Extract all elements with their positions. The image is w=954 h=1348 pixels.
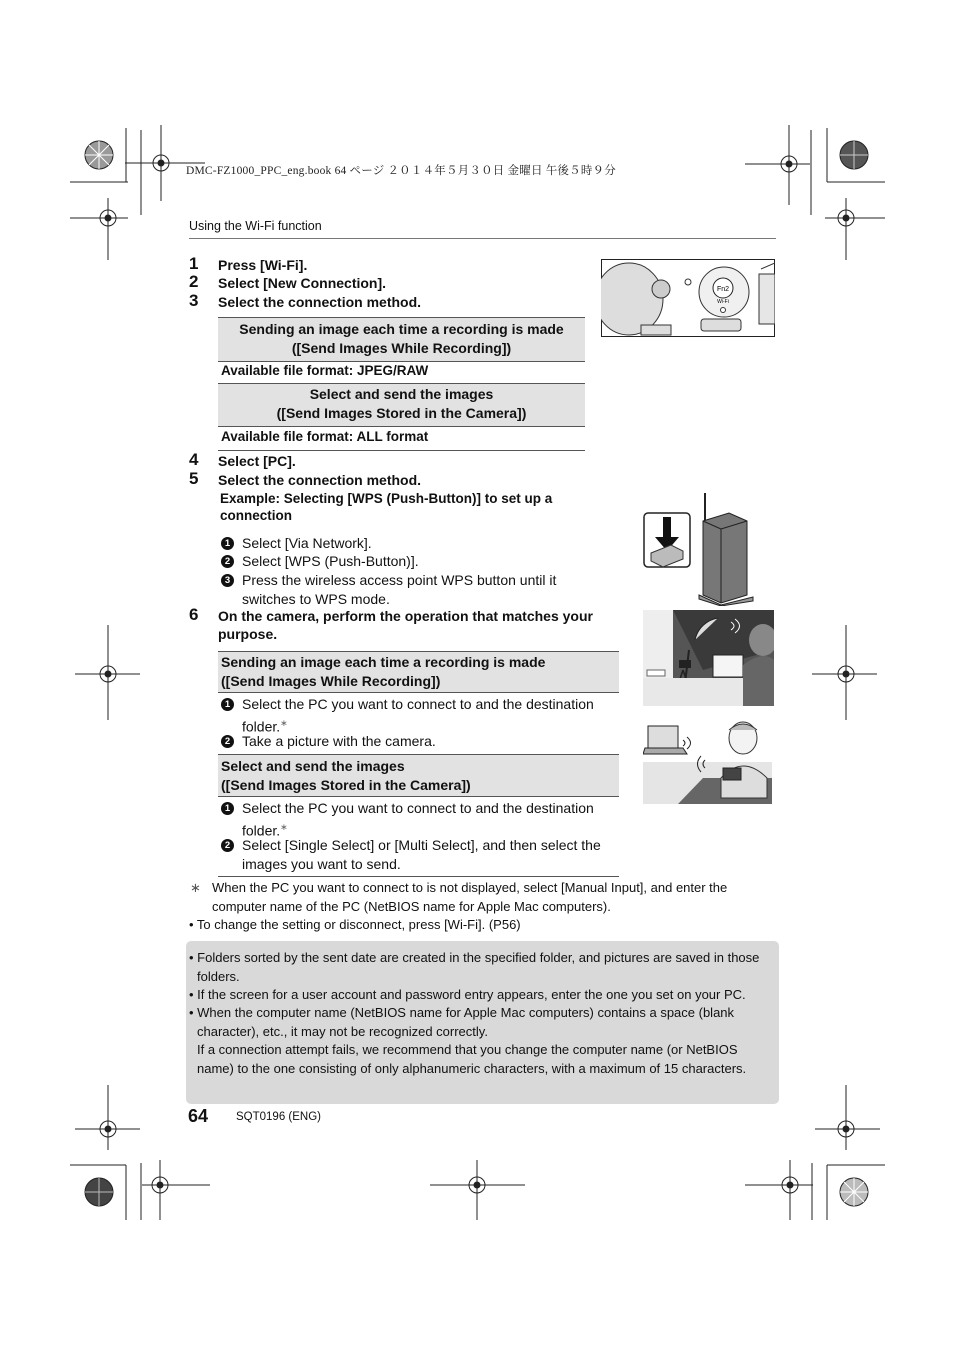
step-number-2: 2 — [189, 272, 199, 291]
step-number-4: 4 — [189, 450, 199, 469]
table2-option1-step-2-text: Take a picture with the camera. — [242, 733, 436, 749]
step5-substep-1-text: Select [Via Network]. — [242, 535, 372, 551]
notes-item-3-continued: If a connection attempt fails, we recommend that you change the computer name (or NetBIOS name) to the one consisting of only alphanumeric characters, with a maximum of 15 characters. — [197, 1042, 747, 1076]
step5-substep-3-text: Press the wireless access point WPS button until it switches to WPS mode. — [242, 572, 557, 607]
step-4-text: Select [PC]. — [218, 453, 296, 469]
table1-option1-title: Sending an image each time a recording is made — [239, 321, 564, 337]
table2-option1-title: Sending an image each time a recording is made — [221, 654, 546, 670]
table1-option1-header — [218, 318, 585, 361]
notes-item-2: • If the screen for a user account and password entry appears, enter the one you set on your PC. — [189, 987, 746, 1002]
camera-to-pc-illustration — [643, 718, 772, 804]
step-6-text: On the camera, perform the operation that matches your purpose. — [218, 608, 593, 642]
step-3-text: Select the connection method. — [218, 294, 422, 310]
step-number-1: 1 — [189, 254, 199, 273]
table2-rule-4 — [218, 796, 619, 797]
camera-button-illustration — [601, 259, 775, 337]
fn2-label: Fn2 — [716, 286, 730, 293]
table1-option2-title: Select and send the images — [309, 386, 494, 402]
table2-option1-sub: ([Send Images While Recording]) — [221, 672, 441, 689]
table1-rule-2 — [218, 361, 585, 362]
step5-substep-1-number: 1 — [221, 537, 234, 550]
notes-item-1: • Folders sorted by the sent date are created in the specified folder, and pictures are saved in those folders. — [189, 950, 760, 984]
wireless-access-point-illustration — [643, 491, 758, 606]
section-header: Using the Wi-Fi function — [189, 219, 322, 233]
table2-bottom-rule — [218, 876, 619, 877]
table2-option1-header — [218, 652, 619, 692]
footnote-mark: ∗ — [190, 880, 201, 895]
table2-option2-header — [218, 755, 619, 796]
table2-option2-step-1-body: Select the PC you want to connect to and the destination folder. — [242, 800, 594, 839]
table2-option2-sub: ([Send Images Stored in the Camera]) — [221, 776, 471, 793]
bullet-note: • To change the setting or disconnect, press [Wi-Fi]. (P56) — [189, 917, 521, 932]
table2-option2-step-1-number: 1 — [221, 802, 234, 815]
table2-option2-step-2-text: Select [Single Select] or [Multi Select], and then select the images you want to send. — [242, 837, 601, 872]
table1-option1-format: Available file format: JPEG/RAW — [221, 363, 429, 378]
footnote-ref-mark: ∗ — [280, 717, 288, 728]
header-rule — [189, 238, 776, 239]
step-number-3: 3 — [189, 291, 199, 310]
step5-substep-2-text: Select [WPS (Push-Button)]. — [242, 553, 419, 569]
step5-substep-3-number: 3 — [221, 574, 234, 587]
table2-option2-step-2-number: 2 — [221, 839, 234, 852]
table1-rule-4 — [218, 426, 585, 427]
step-5-text: Select the connection method. — [218, 472, 422, 488]
print-header: DMC-FZ1000_PPC_eng.book 64 ページ ２０１４年５月３０日 金曜日 午後５時９分 — [186, 165, 616, 177]
page-number: 64 — [188, 1106, 209, 1126]
registration-mark-mid-left — [70, 625, 140, 720]
registration-mark-mid-right — [812, 625, 882, 720]
table2-option2-step-1-text — [242, 799, 617, 840]
model-code: SQT0196 (ENG) — [236, 1111, 321, 1123]
notes-item-3: • When the computer name (NetBIOS name for Apple Mac computers) contains a space (blank character), etc., it may not be recognized correctly. — [189, 1005, 735, 1039]
table1-option2-sub: ([Send Images Stored in the Camera]) — [276, 404, 527, 421]
footnote-ref-mark: ∗ — [280, 821, 288, 832]
footnote-text: When the PC you want to connect to is not displayed, select [Manual Input], and enter the computer name of the PC (NetBIOS name for Apple Mac computers). — [212, 880, 728, 914]
table2-option1-step-1-text — [242, 695, 617, 736]
step-number-6: 6 — [189, 605, 199, 624]
table2-rule-2 — [218, 692, 619, 693]
step5-substep-2-number: 2 — [221, 555, 234, 568]
table2-option1-step-1-body: Select the PC you want to connect to and the destination folder. — [242, 696, 594, 735]
table2-option2-title: Select and send the images — [221, 758, 405, 774]
registration-mark-bottom-center — [430, 1160, 525, 1220]
table1-option2-header — [218, 384, 585, 426]
step-2-text: Select [New Connection]. — [218, 275, 387, 291]
step-1-text: Press [Wi-Fi]. — [218, 257, 308, 273]
table2-option1-step-1-number: 1 — [221, 698, 234, 711]
table1-bottom-rule — [218, 450, 585, 451]
pc-wireless-recording-illustration — [643, 610, 774, 706]
table2-option1-step-2-number: 2 — [221, 735, 234, 748]
table1-option2-format: Available file format: ALL format — [221, 429, 429, 444]
table1-option1-sub: ([Send Images While Recording]) — [291, 339, 512, 356]
wifi-label: Wi-Fi — [717, 299, 729, 305]
step-number-5: 5 — [189, 469, 199, 488]
registration-mark-top-right — [745, 120, 885, 260]
step5-example: Example: Selecting [WPS (Push-Button)] to set up a connection — [220, 491, 553, 523]
registration-mark-bottom-right — [745, 1085, 885, 1220]
